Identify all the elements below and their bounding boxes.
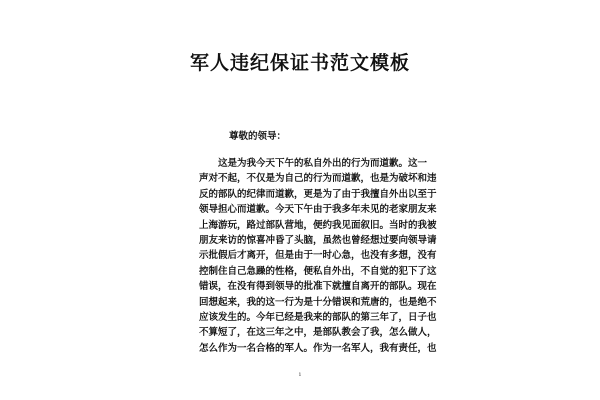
body-line: 应该发生的。今年已经是我来的部队的第三年了，日子也	[199, 311, 437, 323]
body-line: 上海游玩，路过部队营地，便约我见面叙旧。当时的我被	[199, 219, 437, 231]
body-text	[199, 156, 437, 356]
body-line: 怎么作为一名合格的军人。作为一名军人，我有责任，也	[199, 342, 437, 354]
body-line: 错误，在没有得到领导的批准下就擅自离开的部队。现在	[199, 281, 437, 293]
body-line: 声对不起，不仅是为自己的行为而道歉，也是为破坏和违	[199, 173, 437, 185]
page-number: 1	[298, 372, 302, 378]
body-line: 不算短了，在这三年之中，是部队教会了我，怎么做人，	[199, 327, 437, 339]
salutation: 尊敬的领导：	[229, 131, 287, 142]
document-title: 军人违纪保证书范文模板	[189, 52, 410, 74]
body-line: 回想起来，我的这一行为是十分错误和荒唐的，也是绝不	[199, 296, 437, 308]
body-line: 控制住自己急躁的性格，便私自外出，不自觉的犯下了这	[199, 265, 437, 277]
body-line: 反的部队的纪律而道歉，更是为了由于我擅自外出以至于	[199, 188, 437, 200]
body-line: 这是为我今天下午的私自外出的行为而道歉。这一	[199, 158, 428, 169]
body-line: 示批假后才离开，但是由于一时心急，也没有多想，没有	[199, 250, 437, 262]
body-line: 领导担心而道歉。今天下午由于我多年未见的老家朋友来	[199, 204, 437, 216]
body-line: 朋友来访的惊喜冲昏了头脑，虽然也曾经想过要向领导请	[199, 234, 437, 246]
